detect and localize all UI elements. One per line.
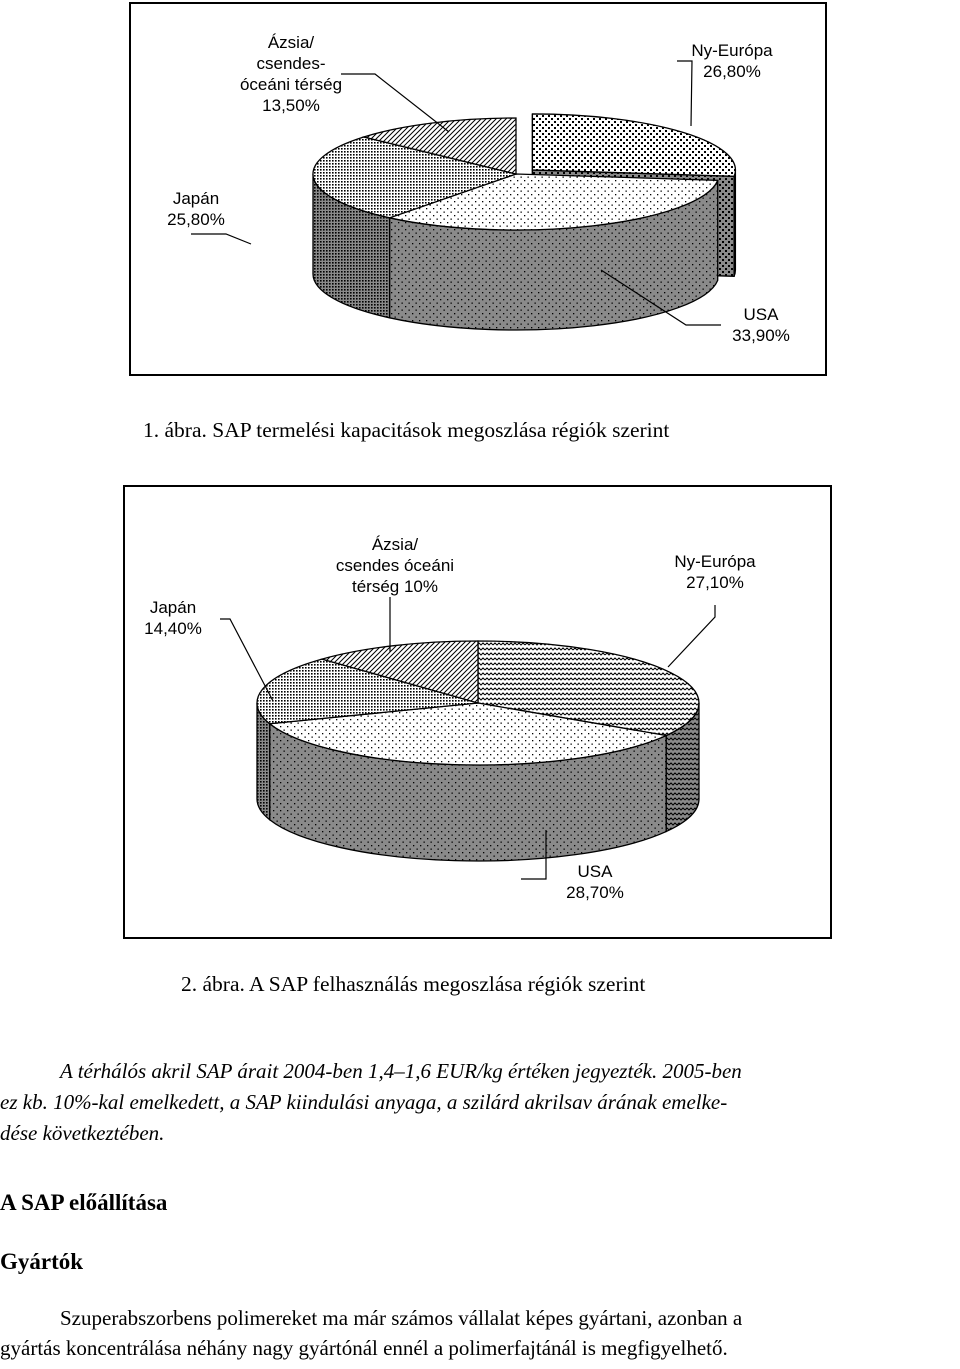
slice-label: Ázsia/ csendes-óceáni térség 13,50%	[239, 33, 343, 115]
paragraph-line: gyártás koncentrálása néhány nagy gyártónál ennél a polimerfajtánál is megfigyelhető.	[0, 1336, 728, 1360]
pie-slice	[532, 114, 735, 176]
pie-chart-1	[131, 4, 825, 374]
chart-1-frame	[129, 2, 827, 376]
paragraph-line: ez kb. 10%-kal emelkedett, a SAP kiindulási anyaga, a szilárd akrilsav árának emelke-	[0, 1090, 728, 1114]
paragraph-line: A térhálós akril SAP árait 2004-ben 1,4–1,6 EUR/kg értéken jegyezték. 2005-ben	[60, 1059, 742, 1083]
slice-label: USA 33,90%	[732, 305, 790, 345]
slice-label: Japán 14,40%	[144, 598, 202, 638]
figure-2-caption: 2. ábra. A SAP felhasználás megoszlása régiók szerint	[181, 972, 646, 996]
slice-label: USA 28,70%	[566, 862, 624, 902]
slice-label: Ny-Európa 26,80%	[691, 41, 773, 81]
pie-chart-2	[125, 487, 830, 937]
pie-tops	[257, 641, 699, 765]
paragraph-line: dése következtében.	[0, 1121, 165, 1145]
figure-1-caption: 1. ábra. SAP termelési kapacitások megoszlása régiók szerint	[143, 418, 670, 442]
leader-line	[668, 605, 715, 667]
leader-line	[191, 234, 251, 244]
paragraph-line: Szuperabszorbens polimereket ma már számos vállalat képes gyártani, azonban a	[60, 1306, 743, 1330]
section-heading: A SAP előállítása	[0, 1190, 168, 1215]
slice-label: Ázsia/ csendes óceáni térség 10%	[335, 535, 455, 596]
chart-2-frame	[123, 485, 832, 939]
leader-line	[677, 61, 692, 126]
subsection-heading: Gyártók	[0, 1249, 84, 1274]
slice-label: Japán 25,80%	[167, 189, 225, 229]
slice-label: Ny-Európa 27,10%	[674, 552, 756, 592]
